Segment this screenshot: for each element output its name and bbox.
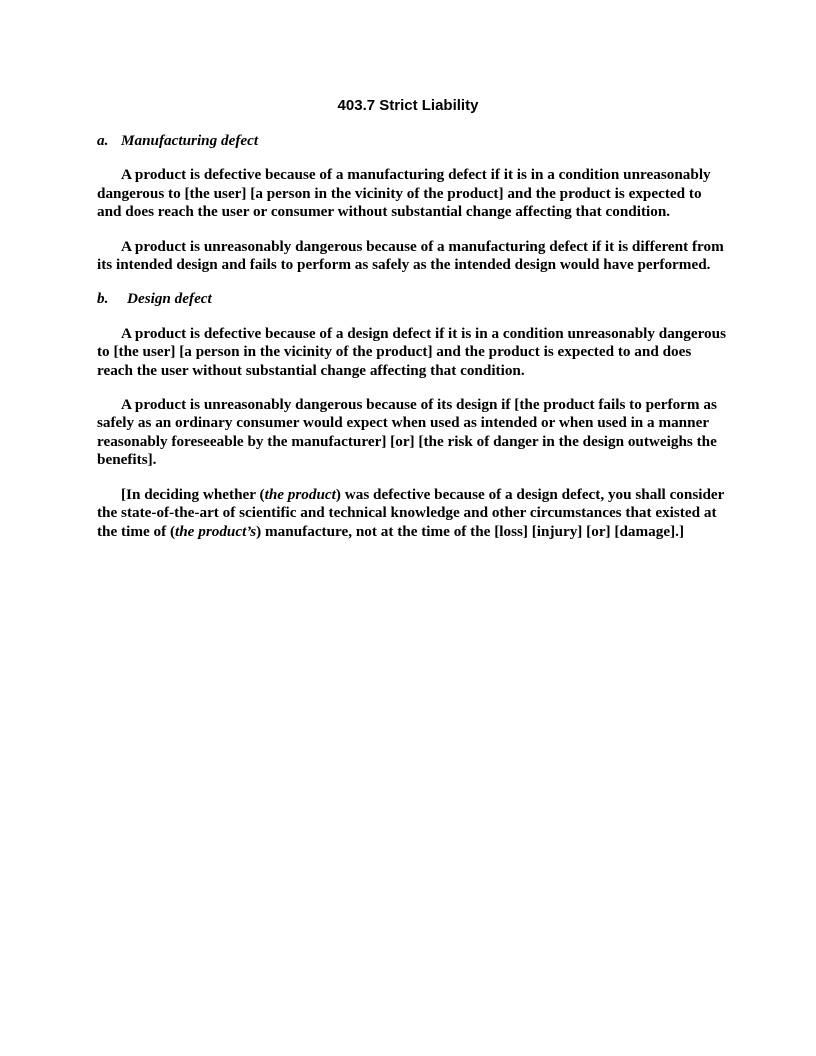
text-run: ) manufacture, not at the time of the [loss] [injury] [or] [damage].]	[256, 522, 685, 540]
italic-text-run: the product’s	[175, 522, 257, 540]
text-run: [In deciding whether (	[121, 485, 265, 503]
paragraph: A product is defective because of a manufacturing defect if it is in a condition unreasonably dangerous to [the user] [a person in the vicinity of the product] and the product is expected to and does reach the user or consumer without substantial change affecting that condition.	[97, 166, 711, 221]
section-heading-design-defect	[97, 290, 727, 308]
paragraph: A product is unreasonably dangerous because of a manufacturing defect if it is different from its intended design and fails to perform as safely as the intended design would have performed.	[97, 237, 724, 274]
section-letter: b.	[97, 290, 109, 308]
page-title: 403.7 Strict Liability	[337, 97, 479, 114]
paragraph-state-of-the-art	[97, 486, 727, 541]
paragraph: A product is unreasonably dangerous because of its design if [the product fails to perform as safely as an ordinary consumer would expect when used as intended or when used in a manner reasonably foreseeable by the manufacturer] [or] [the risk of danger in the design outweighs the benefits].	[97, 396, 717, 469]
section-heading-manufacturing-defect	[97, 132, 727, 150]
paragraph: A product is defective because of a design defect if it is in a condition unreasonably dangerous to [the user] [a person in the vicinity of the product] and the product is expected to and does reach the user without substantial change affecting that condition.	[97, 324, 726, 379]
section-letter: a.	[97, 132, 109, 149]
text-run: ) was defective because of a design defect, you shall consider the state-of-the-art of scientific and technical knowledge and other circumstances that existed at the time of (	[97, 485, 725, 540]
section-title: Manufacturing defect	[121, 132, 259, 149]
document-body	[97, 132, 727, 557]
italic-text-run: the product	[264, 485, 336, 503]
section-title: Design defect	[127, 290, 212, 308]
